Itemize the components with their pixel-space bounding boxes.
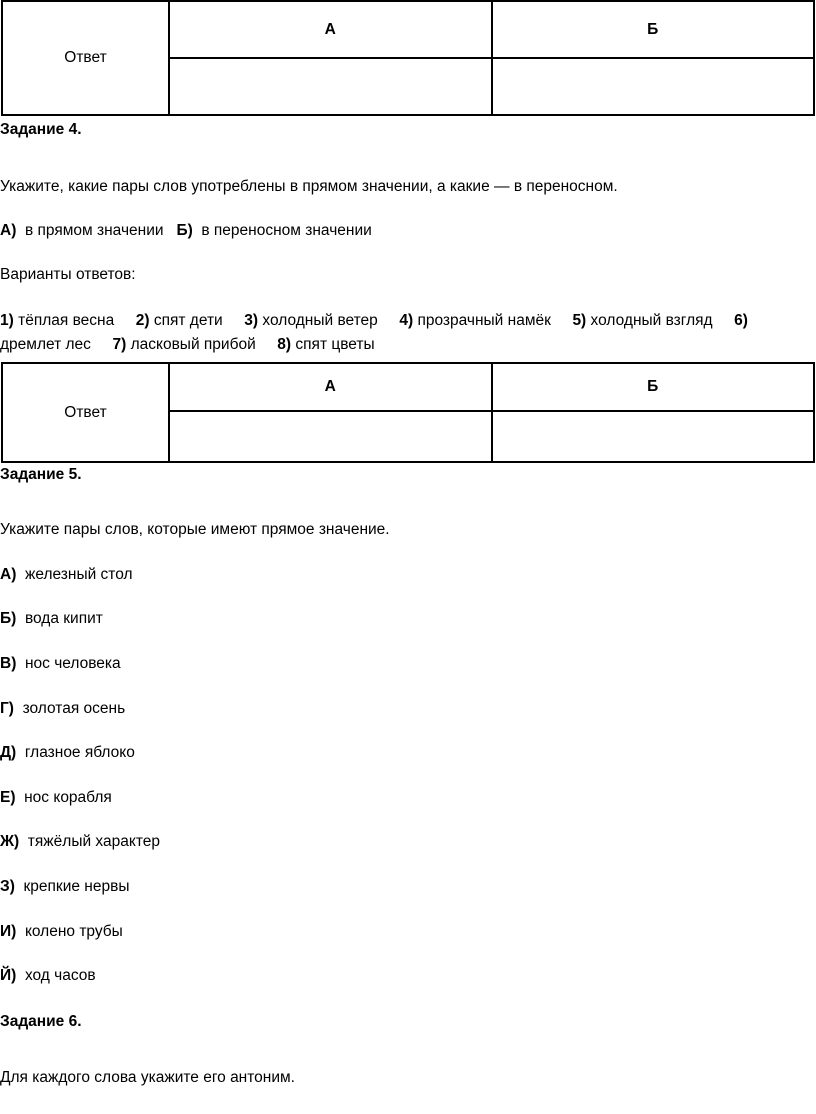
column-header-a: А (169, 1, 492, 58)
task-4-categories: А) в прямом значении Б) в переносном значении (0, 222, 372, 239)
answer-cell-b[interactable] (492, 58, 815, 115)
list-item: А) железный стол (0, 566, 133, 583)
list-item: Й) ход часов (0, 967, 96, 984)
task-4-options-line-2 (0, 336, 375, 354)
answer-cell-b[interactable] (492, 411, 815, 462)
list-item: В) нос человека (0, 655, 121, 672)
option: 8) спят цветы (277, 336, 375, 353)
option-6-number: 6) (734, 312, 748, 329)
task-4-instruction: Укажите, какие пары слов употреблены в прямом значении, а какие — в переносном. (0, 178, 618, 195)
answer-table-2 (1, 362, 815, 463)
list-item: Б) вода кипит (0, 610, 103, 627)
task-6-instruction: Для каждого слова укажите его антоним. (0, 1069, 295, 1086)
task-5-title: Задание 5. (0, 466, 82, 483)
list-item: З) крепкие нервы (0, 878, 130, 895)
option: 7) ласковый прибой (112, 336, 256, 353)
task-4-title: Задание 4. (0, 121, 82, 138)
answer-label: Ответ (2, 363, 169, 462)
list-item: Д) глазное яблоко (0, 744, 135, 761)
answer-table-1 (1, 0, 815, 116)
task-4-variants-label: Варианты ответов: (0, 266, 136, 283)
task-5-instruction: Укажите пары слов, которые имеют прямое значение. (0, 521, 390, 538)
task-6-title: Задание 6. (0, 1013, 82, 1030)
task-4-options-line-1 (0, 312, 748, 330)
list-item: Е) нос корабля (0, 789, 112, 806)
list-item: Г) золотая осень (0, 700, 126, 717)
option: дремлет лес (0, 336, 91, 353)
answer-label: Ответ (2, 1, 169, 115)
list-item: И) колено трубы (0, 923, 123, 940)
option: 2) спят дети (135, 312, 223, 329)
option: 5) холодный взгляд (572, 312, 713, 329)
option: 4) прозрачный намёк (399, 312, 551, 329)
answer-cell-a[interactable] (169, 58, 492, 115)
option: 3) холодный ветер (244, 312, 378, 329)
column-header-b: Б (492, 1, 815, 58)
column-header-b: Б (492, 363, 815, 411)
list-item: Ж) тяжёлый характер (0, 833, 160, 850)
answer-cell-a[interactable] (169, 411, 492, 462)
column-header-a: А (169, 363, 492, 411)
option: 1) тёплая весна (0, 312, 115, 329)
